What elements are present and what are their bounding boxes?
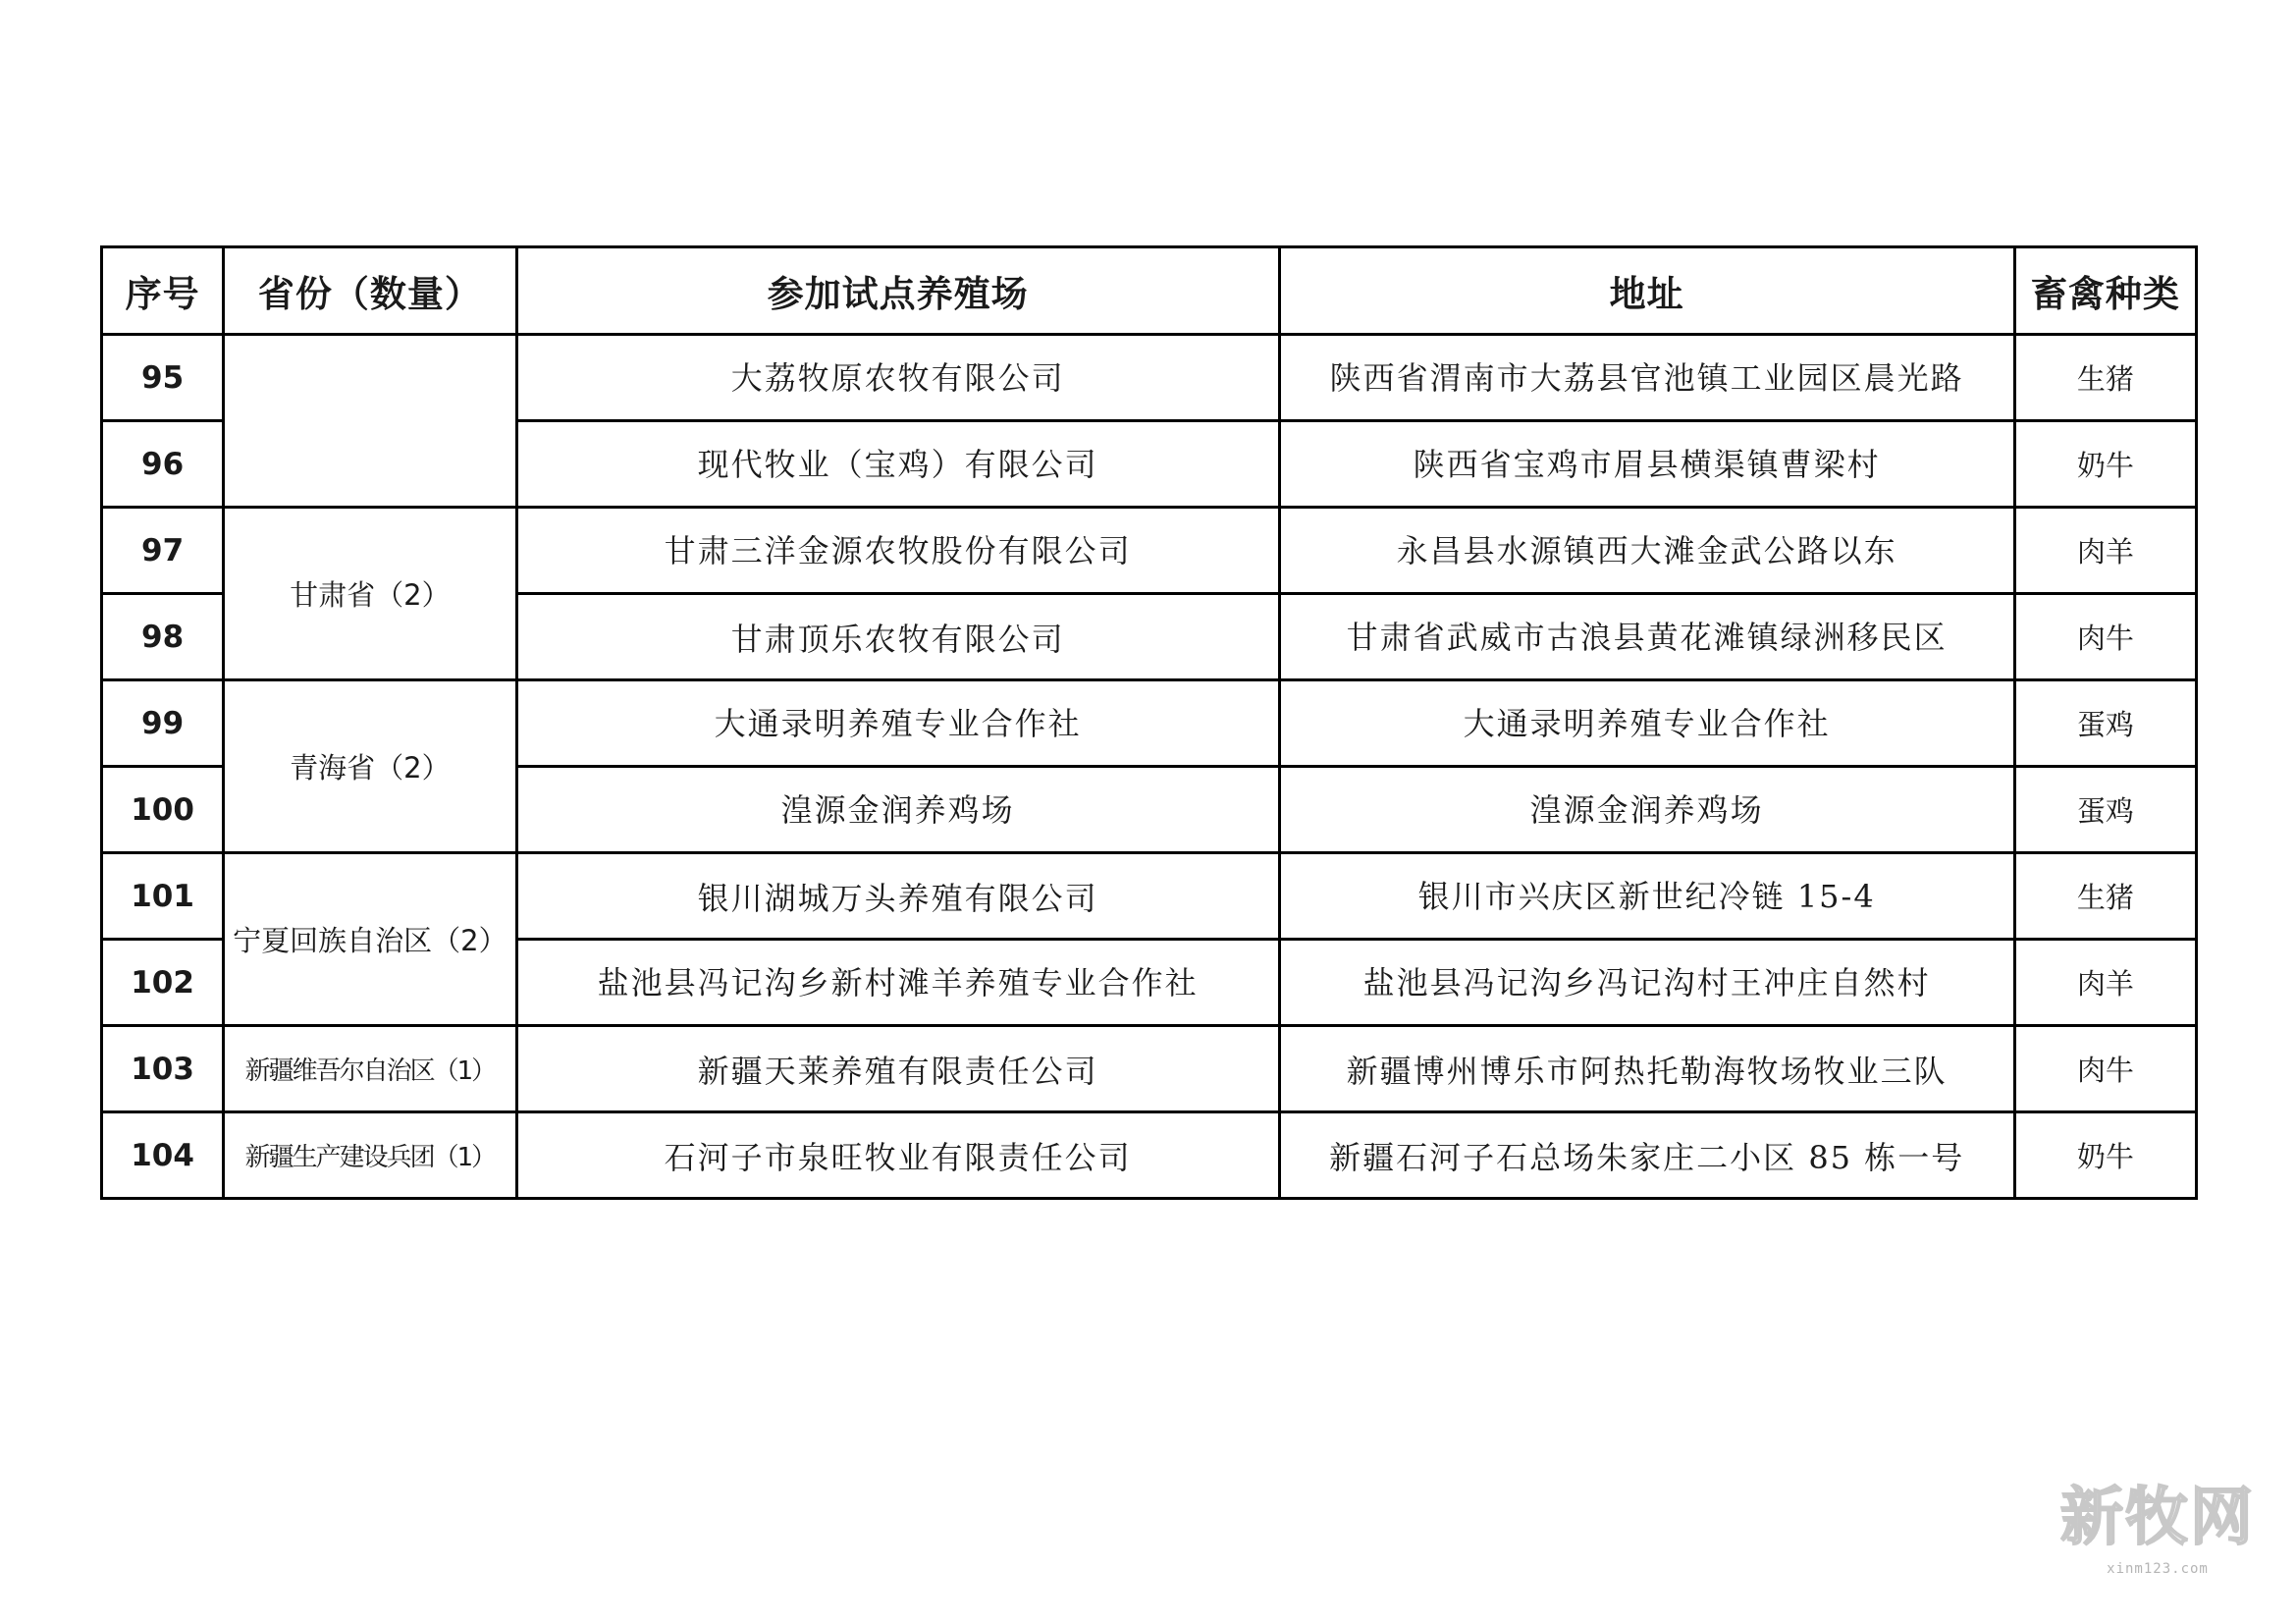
farm-address-text: 新疆石河子石总场朱家庄二小区 85 栋一号: [1329, 1138, 1965, 1176]
serial-number: 103: [102, 1026, 224, 1112]
farm-address-text: 永昌县水源镇西大滩金武公路以东: [1396, 531, 1897, 569]
watermark: [2049, 1477, 2267, 1593]
province-ningxia: 宁夏回族自治区（2）: [224, 853, 516, 1026]
farm-address: [1279, 853, 2014, 940]
farm-name: [516, 853, 1279, 940]
farm-name: [516, 940, 1279, 1026]
header-pilot-farm: 参加试点养殖场: [516, 247, 1279, 335]
watermark-url: xinm123.com: [2107, 1561, 2209, 1577]
serial-number: 104: [102, 1112, 224, 1199]
table-row: [102, 1026, 2197, 1112]
header-livestock-type: 畜禽种类: [2014, 247, 2196, 335]
table-row: [102, 508, 2197, 594]
farm-address-text: 盐池县冯记沟乡冯记沟村王冲庄自然村: [1362, 963, 1931, 1001]
livestock-type: 肉牛: [2014, 1026, 2196, 1112]
serial-number: 96: [102, 421, 224, 508]
livestock-type: 肉羊: [2014, 508, 2196, 594]
serial-number: 98: [102, 594, 224, 680]
pilot-farms-table: [100, 245, 2198, 1200]
farm-address: [1279, 1026, 2014, 1112]
farm-name-text: 大通录明养殖专业合作社: [714, 704, 1082, 742]
farm-name-text: 甘肃顶乐农牧有限公司: [730, 620, 1065, 658]
serial-number: 95: [102, 335, 224, 421]
farm-name-text: 石河子市泉旺牧业有限责任公司: [664, 1138, 1132, 1176]
livestock-type: 肉羊: [2014, 940, 2196, 1026]
farm-address-text: 湟源金润养鸡场: [1529, 790, 1764, 829]
farm-address: [1279, 1112, 2014, 1199]
serial-number: 102: [102, 940, 224, 1026]
farm-name-text: 银川湖城万头养殖有限公司: [697, 879, 1098, 917]
serial-number: 97: [102, 508, 224, 594]
farm-address-text: 银川市兴庆区新世纪冷链 15-4: [1417, 877, 1876, 915]
farm-name: [516, 335, 1279, 421]
table-header-row: [102, 247, 2197, 335]
farm-name-text: 甘肃三洋金源农牧股份有限公司: [664, 531, 1132, 569]
livestock-type: 蛋鸡: [2014, 767, 2196, 853]
livestock-type: 奶牛: [2014, 1112, 2196, 1199]
farm-address-text: 新疆博州博乐市阿热托勒海牧场牧业三队: [1346, 1052, 1948, 1090]
farm-name: [516, 680, 1279, 767]
farm-name: [516, 421, 1279, 508]
livestock-type: 生猪: [2014, 335, 2196, 421]
serial-number: 99: [102, 680, 224, 767]
farm-address-text: 甘肃省武威市古浪县黄花滩镇绿洲移民区: [1346, 618, 1948, 656]
farm-address: [1279, 335, 2014, 421]
farm-address-text: 陕西省渭南市大荔县官池镇工业园区晨光路: [1329, 358, 1964, 397]
farm-address-text: 陕西省宝鸡市眉县横渠镇曹梁村: [1413, 445, 1881, 483]
farm-address: [1279, 421, 2014, 508]
farm-address: [1279, 767, 2014, 853]
livestock-type: 肉牛: [2014, 594, 2196, 680]
farm-name-text: 新疆天莱养殖有限责任公司: [697, 1052, 1098, 1090]
header-province-count: 省份（数量）: [224, 247, 516, 335]
farm-name-text: 大荔牧原农牧有限公司: [730, 358, 1065, 397]
farm-name: [516, 594, 1279, 680]
farm-name: [516, 767, 1279, 853]
table-row: [102, 335, 2197, 421]
serial-number: 101: [102, 853, 224, 940]
livestock-type: 奶牛: [2014, 421, 2196, 508]
farm-address-text: 大通录明养殖专业合作社: [1463, 704, 1831, 742]
province-gansu: 甘肃省（2）: [224, 508, 516, 680]
table-row: [102, 680, 2197, 767]
serial-number: 100: [102, 767, 224, 853]
farm-name-text: 现代牧业（宝鸡）有限公司: [697, 445, 1098, 483]
farm-name-text: 湟源金润养鸡场: [780, 790, 1015, 829]
province-qinghai: 青海省（2）: [224, 680, 516, 853]
header-serial-number: 序号: [102, 247, 224, 335]
farm-address: [1279, 680, 2014, 767]
farm-name: [516, 1112, 1279, 1199]
farm-name-text: 盐池县冯记沟乡新村滩羊养殖专业合作社: [597, 963, 1199, 1001]
table-row: [102, 1112, 2197, 1199]
province-xinjiang-bingtuan: 新疆生产建设兵团（1）: [224, 1112, 516, 1199]
farm-address: [1279, 508, 2014, 594]
watermark-logo: 新牧网: [2060, 1482, 2255, 1554]
province-shaanxi: [224, 335, 516, 508]
farm-address: [1279, 594, 2014, 680]
livestock-type: 蛋鸡: [2014, 680, 2196, 767]
livestock-type: 生猪: [2014, 853, 2196, 940]
header-address: 地址: [1279, 247, 2014, 335]
province-xinjiang: 新疆维吾尔自治区（1）: [224, 1026, 516, 1112]
table-row: [102, 853, 2197, 940]
farm-address: [1279, 940, 2014, 1026]
farm-name: [516, 1026, 1279, 1112]
farm-name: [516, 508, 1279, 594]
